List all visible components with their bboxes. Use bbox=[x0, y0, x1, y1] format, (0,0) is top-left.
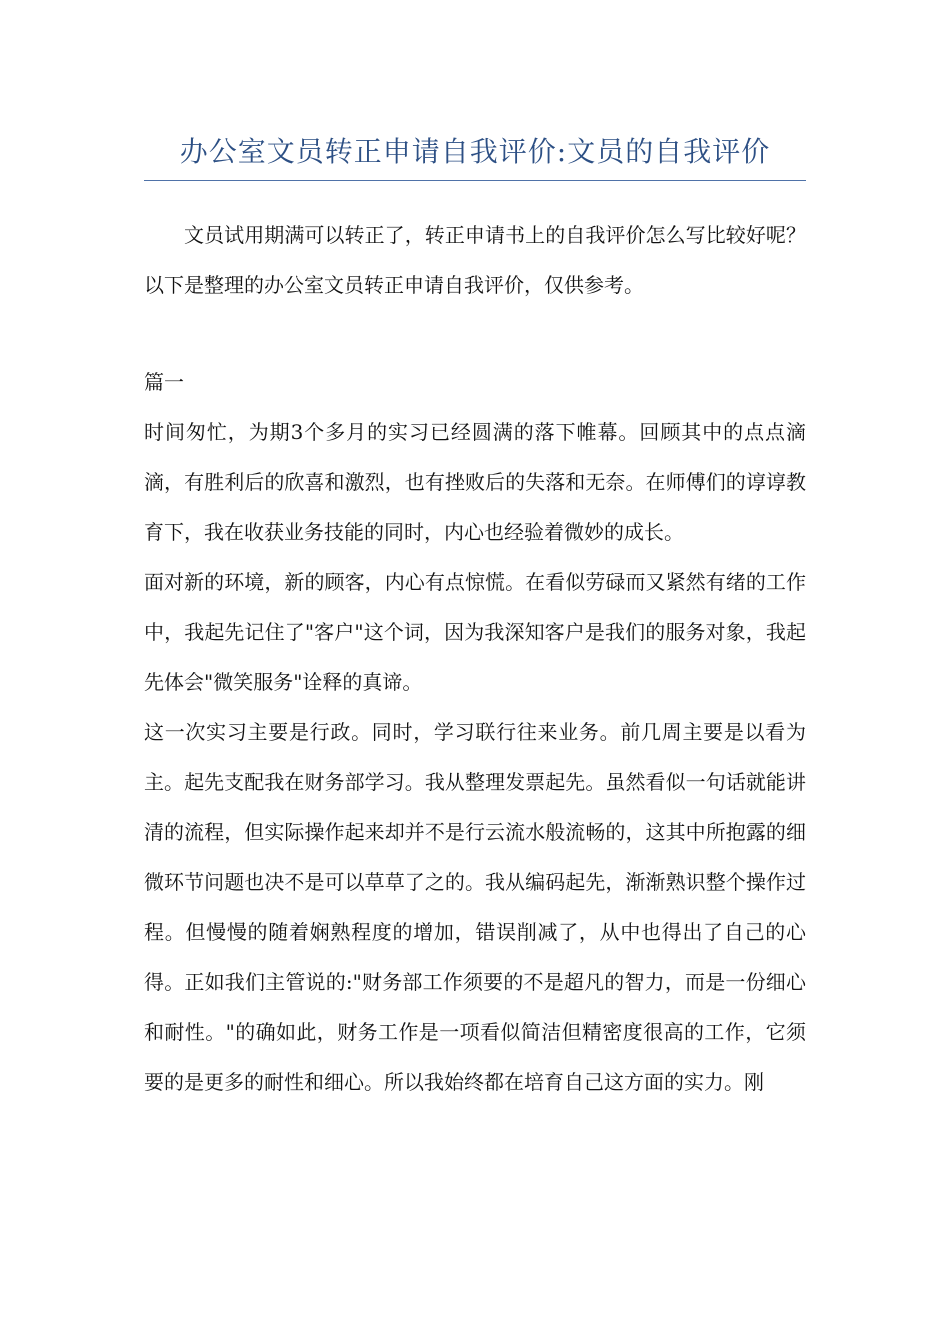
section-block bbox=[144, 357, 806, 1107]
document-title: 办公室文员转正申请自我评价:文员的自我评价 bbox=[179, 135, 771, 168]
section-heading: 篇一 bbox=[144, 370, 184, 394]
body-paragraph-3: 这一次实习主要是行政。同时，学习联行往来业务。前几周主要是以看为主。起先支配我在财务部学习。我从整理发票起先。虽然看似一句话就能讲清的流程，但实际操作起来却并不是行云流水般流畅的，这其中所抱露的细微环节问题也决不是可以草草了之的。我从编码起先，渐渐熟识整个操作过程。但慢慢的随着娴熟程度的增加，错误削减了，从中也得出了自己的心得。正如我们主管说的:"财务部工作须要的不是超凡的智力，而是一份细心和耐性。"的确如此，财务工作是一项看似简洁但精密度很高的工作，它须要的是更多的耐性和细心。所以我始终都在培育自己这方面的实力。刚 bbox=[144, 720, 806, 1094]
intro-block bbox=[144, 210, 806, 310]
intro-paragraph: 文员试用期满可以转正了，转正申请书上的自我评价怎么写比较好呢？以下是整理的办公室文员转正申请自我评价，仅供参考。 bbox=[144, 223, 806, 297]
body-paragraph-1: 时间匆忙，为期3个多月的实习已经圆满的落下帷幕。回顾其中的点点滴滴，有胜利后的欣喜和激烈，也有挫败后的失落和无奈。在师傅们的谆谆教育下，我在收获业务技能的同时，内心也经验着微妙的成长。 bbox=[144, 420, 806, 544]
body-paragraph-2: 面对新的环境，新的顾客，内心有点惊慌。在看似劳碌而又紧然有绪的工作中，我起先记住了"客户"这个词，因为我深知客户是我们的服务对象，我起先体会"微笑服务"诠释的真谛。 bbox=[144, 570, 806, 694]
title-underline bbox=[144, 180, 806, 181]
